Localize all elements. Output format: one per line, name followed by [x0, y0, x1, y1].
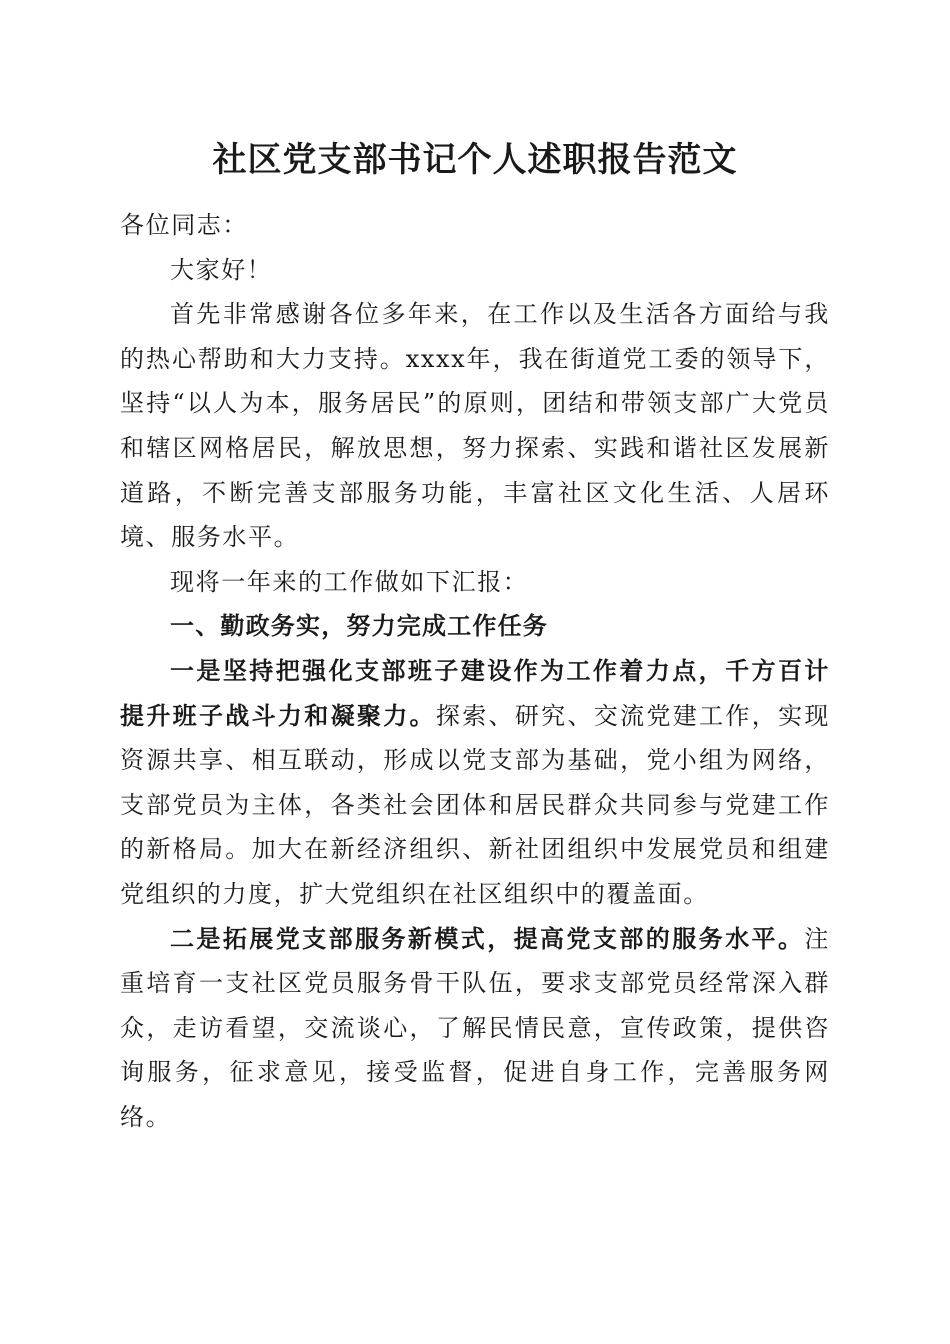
- greeting: 大家好！: [170, 255, 273, 284]
- point-two-lead: 二是拓展党支部服务新模式，提高党支部的服务水平。: [170, 923, 805, 953]
- report-intro: 现将一年来的工作做如下汇报：: [170, 567, 529, 596]
- document-body: [120, 203, 830, 1139]
- document-title: 社区党支部书记个人述职报告范文: [212, 140, 738, 180]
- point-one-body: 探索、研究、交流党建工作，实现资源共享、相互联动，形成以党支部为基础，党小组为网络，支部党员为主体，各类社会团体和居民群众共同参与党建工作的新格局。加大在新经济组织、新社团组织中发展党员和组建党组织的力度，扩大党组织在社区组织中的覆盖面。: [120, 701, 830, 908]
- intro-paragraph: 首先非常感谢各位多年来，在工作以及生活各方面给与我的热心帮助和大力支持。xxxx年，我在街道党工委的领导下，坚持“以人为本，服务居民”的原则，团结和带领支部广大党员和辖区网格居民，解放思想，努力探索、实践和谐社区发展新道路，不断完善支部服务功能，丰富社区文化生活、人居环境、服务水平。: [120, 300, 830, 552]
- point-two-paragraph: [120, 917, 830, 1140]
- point-one-lead: 一是坚持把强化支部班子建设作为工作着力点，千方百计提升班子战斗力和凝聚力。: [120, 655, 830, 730]
- point-one-paragraph: [120, 649, 830, 917]
- salutation: 各位同志：: [120, 211, 248, 239]
- point-two-body: 注重培育一支社区党员服务骨干队伍，要求支部党员经常深入群众，走访看望，交流谈心，了解民情民意，宣传政策，提供咨询服务，征求意见，接受监督，促进自身工作，完善服务网络。: [120, 924, 830, 1131]
- section-heading: 一、勤政务实，努力完成工作任务: [170, 612, 548, 641]
